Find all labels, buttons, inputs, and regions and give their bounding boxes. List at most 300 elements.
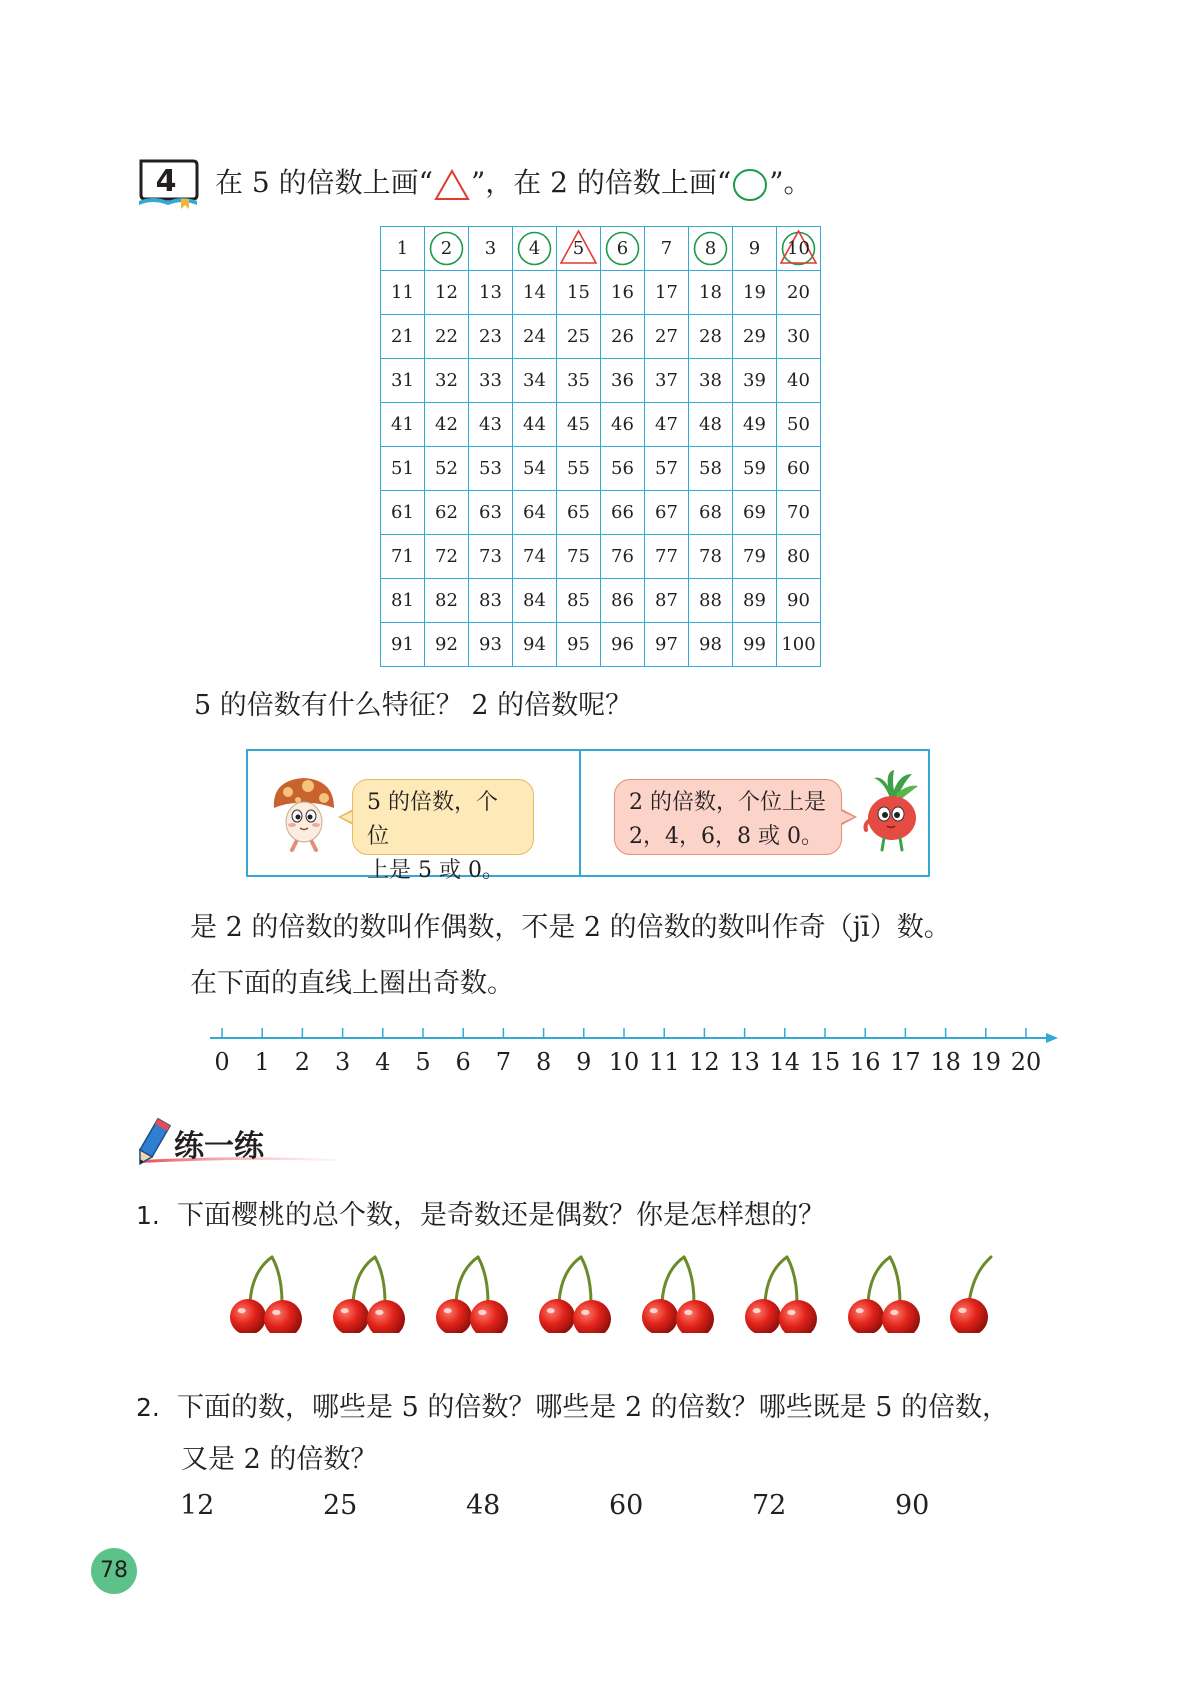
grid-cell [601,315,645,359]
grid-number: 13 [479,282,502,303]
cherry-fruit [676,1300,714,1333]
practice-question-2 [136,1385,1009,1424]
cherry-highlight [272,1310,280,1315]
instruction-part1: 在 5 的倍数上画“ [215,166,433,199]
grid-row [381,491,821,535]
grid-cell [469,227,513,271]
radish-character-icon [856,768,926,856]
cherry-highlight [856,1308,864,1313]
grid-number: 97 [655,634,678,655]
grid-row [381,403,821,447]
grid-number: 72 [435,546,458,567]
grid-cell [645,535,689,579]
cherries-illustration [228,1253,1028,1333]
cherry-highlight [753,1308,761,1313]
cherry-stem [581,1257,591,1303]
grid-number: 88 [699,590,722,611]
cherry-highlight [341,1308,349,1313]
grid-cell [381,271,425,315]
bubble-right-line1: 2 的倍数，个位上是 [629,790,826,815]
grid-cell [469,447,513,491]
grid-number: 15 [567,282,590,303]
grid-number: 33 [479,370,502,391]
cherry-highlight [478,1310,486,1315]
grid-number: 27 [655,326,678,347]
cherry-fruit [642,1299,678,1333]
number-line-label: 15 [809,1048,841,1076]
cherry-stem [868,1257,890,1303]
grid-cell [425,315,469,359]
grid-row [381,535,821,579]
grid-number: 85 [567,590,590,611]
grid-number: 57 [655,458,678,479]
number-item: 60 [609,1490,644,1521]
number-line-label: 1 [254,1048,270,1076]
cherry-stem [890,1257,900,1303]
grid-cell [689,579,733,623]
grid-cell [425,271,469,315]
grid-cell [689,447,733,491]
cherry-stem [353,1257,375,1303]
grid-number: 17 [655,282,678,303]
example-number-badge [137,157,199,209]
practice-question-1 [136,1193,825,1232]
grid-row [381,359,821,403]
cherry-highlight [375,1310,383,1315]
example-number: 4 [155,164,177,199]
grid-cell [645,491,689,535]
cherry-fruit [333,1299,369,1333]
grid-cell [689,227,733,271]
grid-cell [381,447,425,491]
grid-cell [557,227,601,271]
grid-cell [733,447,777,491]
grid-cell [733,315,777,359]
number-item: 90 [895,1490,930,1521]
grid-number: 49 [743,414,766,435]
grid-number: 71 [391,546,414,567]
grid-number: 95 [567,634,590,655]
grid-cell [469,579,513,623]
grid-cell [425,535,469,579]
grid-cell [513,315,557,359]
grid-number: 63 [479,502,502,523]
grid-cell [557,447,601,491]
grid-number: 56 [611,458,634,479]
grid-number: 100 [781,634,816,655]
grid-number: 21 [391,326,414,347]
grid-cell [689,535,733,579]
cherry-fruit [779,1300,817,1333]
grid-cell [513,535,557,579]
cherry-stem [662,1257,684,1303]
grid-number: 29 [743,326,766,347]
grid-cell [733,271,777,315]
grid-number: 5 [572,238,585,259]
cherry-fruit [848,1299,884,1333]
grid-cell [601,491,645,535]
instruction-part2: ”，在 2 的倍数上画“ [470,166,732,199]
pencil-icon [133,1117,171,1169]
bubble-tail-right-fill [841,811,854,823]
grid-number: 86 [611,590,634,611]
grid-number: 52 [435,458,458,479]
grid-cell [777,315,821,359]
grid-number: 11 [391,282,414,303]
grid-number: 41 [391,414,414,435]
bubble-left-line1: 5 的倍数，个位 [367,790,498,849]
grid-cell [381,315,425,359]
grid-number: 82 [435,590,458,611]
grid-number: 65 [567,502,590,523]
triangle-icon [433,168,471,202]
grid-number: 87 [655,590,678,611]
grid-number: 16 [611,282,634,303]
hundred-chart [380,226,821,667]
grid-cell [645,271,689,315]
grid-number: 35 [567,370,590,391]
grid-cell [557,403,601,447]
grid-number: 91 [391,634,414,655]
grid-cell [777,447,821,491]
number-line-label: 11 [648,1048,680,1076]
grid-number: 18 [699,282,722,303]
grid-cell [469,271,513,315]
grid-cell [469,403,513,447]
cherry-stem [684,1257,694,1303]
grid-number: 69 [743,502,766,523]
grid-cell [381,227,425,271]
number-line-label: 7 [495,1048,512,1076]
grid-cell [601,623,645,667]
grid-number: 24 [523,326,546,347]
instruction-part3: ”。 [769,166,812,199]
grid-cell [733,623,777,667]
number-line-label: 8 [535,1048,552,1076]
grid-number: 46 [611,414,634,435]
grid-number: 48 [699,414,722,435]
grid-cell [557,315,601,359]
grid-cell [381,491,425,535]
cherry-highlight [650,1308,658,1313]
grid-number: 38 [699,370,722,391]
grid-cell [777,359,821,403]
grid-cell [689,491,733,535]
cherry-stem [375,1257,385,1303]
grid-cell [601,403,645,447]
grid-cell [425,227,469,271]
grid-number: 50 [787,414,810,435]
grid-number: 9 [748,238,761,259]
cherry-highlight [581,1310,589,1315]
grid-number: 54 [523,458,546,479]
grid-cell [601,447,645,491]
grid-cell [557,623,601,667]
question-text: 5 的倍数有什么特征？ 2 的倍数呢？ [194,690,633,721]
grid-cell [601,227,645,271]
question-2-line1: 下面的数，哪些是 5 的倍数？哪些是 2 的倍数？哪些既是 5 的倍数， [177,1392,1010,1423]
grid-number: 78 [699,546,722,567]
number-line-label: 5 [415,1048,431,1076]
cherry-highlight [547,1308,555,1313]
question-2-line2: 又是 2 的倍数？ [181,1444,378,1475]
grid-cell [733,227,777,271]
grid-cell [689,359,733,403]
grid-cell [469,359,513,403]
grid-number: 68 [699,502,722,523]
number-line-label: 10 [608,1048,640,1076]
mushroom-character-icon [268,772,340,852]
cherry-fruit [264,1300,302,1333]
grid-number: 42 [435,414,458,435]
grid-number: 45 [567,414,590,435]
grid-cell [425,579,469,623]
grid-cell [425,623,469,667]
grid-cell [513,271,557,315]
grid-number: 93 [479,634,502,655]
grid-cell [381,535,425,579]
grid-cell [645,315,689,359]
number-item: 72 [752,1490,787,1521]
cherry-fruit [882,1300,920,1333]
grid-cell [513,227,557,271]
grid-cell [777,227,821,271]
grid-number: 59 [743,458,766,479]
grid-number: 66 [611,502,634,523]
grid-number: 67 [655,502,678,523]
grid-number: 96 [611,634,634,655]
grid-number: 92 [435,634,458,655]
grid-number: 39 [743,370,766,391]
grid-number: 61 [391,502,414,523]
grid-number: 10 [787,238,810,259]
grid-row [381,579,821,623]
grid-cell [557,579,601,623]
grid-number: 26 [611,326,634,347]
grid-number: 77 [655,546,678,567]
number-item: 25 [323,1490,358,1521]
grid-number: 19 [743,282,766,303]
grid-cell [689,315,733,359]
grid-cell [557,359,601,403]
grid-number: 53 [479,458,502,479]
grid-number: 25 [567,326,590,347]
grid-number: 30 [787,326,810,347]
grid-number: 81 [391,590,414,611]
speech-bubble-right [614,779,842,855]
grid-cell [469,315,513,359]
bubble-right-line2: 2，4，6，8 或 0。 [629,824,823,849]
grid-number: 60 [787,458,810,479]
grid-number: 76 [611,546,634,567]
grid-number: 64 [523,502,546,523]
grid-number: 44 [523,414,546,435]
number-line-label: 17 [890,1048,921,1076]
number-line-label: 2 [294,1048,311,1076]
speech-divider [579,749,581,877]
grid-cell [777,623,821,667]
grid-number: 84 [523,590,546,611]
number-line-label: 19 [970,1048,1002,1076]
grid-number: 34 [523,370,546,391]
cherry-fruit [573,1300,611,1333]
grid-cell [689,623,733,667]
grid-cell [777,579,821,623]
grid-cell [645,227,689,271]
grid-row [381,623,821,667]
number-line-label: 14 [769,1048,801,1076]
cherry-fruit [470,1300,508,1333]
grid-number: 51 [391,458,414,479]
grid-number: 90 [787,590,810,611]
grid-number: 75 [567,546,590,567]
cherry-stem [478,1257,488,1303]
grid-number: 28 [699,326,722,347]
cherry-stem [559,1257,581,1303]
grid-row [381,227,821,271]
number-item: 12 [180,1490,215,1521]
grid-cell [601,535,645,579]
example-instruction [215,163,812,203]
grid-cell [777,535,821,579]
cherry-highlight [444,1308,452,1313]
grid-cell [645,623,689,667]
grid-cell [469,535,513,579]
number-line-label: 16 [849,1048,881,1076]
cherry-stem [765,1257,787,1303]
grid-row [381,271,821,315]
grid-cell [645,359,689,403]
practice-title: 练一练 [174,1129,264,1164]
grid-cell [601,271,645,315]
number-line-label: 18 [930,1048,961,1076]
cherry-stem [969,1257,991,1303]
number-line-label: 3 [334,1048,351,1076]
grid-cell [645,403,689,447]
grid-cell [557,491,601,535]
grid-cell [645,579,689,623]
question-2-number: 2. [136,1393,160,1422]
grid-number: 3 [484,238,497,259]
cherry-stem [787,1257,797,1303]
number-line-label: 0 [214,1048,230,1076]
grid-number: 12 [435,282,458,303]
cherry-highlight [684,1310,692,1315]
grid-cell [777,271,821,315]
grid-number: 31 [391,370,414,391]
grid-cell [425,359,469,403]
grid-number: 55 [567,458,590,479]
cherry-highlight [958,1308,966,1313]
grid-number: 7 [660,238,673,259]
grid-number: 83 [479,590,502,611]
grid-cell [777,491,821,535]
grid-number: 79 [743,546,766,567]
grid-number: 43 [479,414,502,435]
grid-cell [513,623,557,667]
number-item: 48 [466,1490,501,1521]
page-number: 78 [91,1548,137,1594]
grid-number: 6 [616,238,629,259]
circle-icon [731,168,769,202]
number-line-arrow [1046,1033,1058,1043]
cherry-fruit [230,1299,266,1333]
cherry-highlight [787,1310,795,1315]
grid-number: 74 [523,546,546,567]
question-1-number: 1. [136,1201,160,1230]
number-line-label: 4 [375,1048,391,1076]
grid-cell [601,579,645,623]
grid-cell [381,579,425,623]
grid-cell [733,403,777,447]
grid-cell [425,403,469,447]
grid-number: 32 [435,370,458,391]
number-line-label: 12 [689,1048,720,1076]
grid-cell [381,403,425,447]
grid-number: 58 [699,458,722,479]
grid-cell [777,403,821,447]
cherry-fruit [367,1300,405,1333]
grid-number: 37 [655,370,678,391]
grid-number: 22 [435,326,458,347]
grid-number: 14 [523,282,546,303]
definition-text: 是 2 的倍数的数叫作偶数，不是 2 的倍数的数叫作奇（jī）数。 [190,912,951,943]
grid-number: 99 [743,634,766,655]
cherry-highlight [890,1310,898,1315]
grid-cell [557,535,601,579]
task-text: 在下面的直线上圈出奇数。 [190,968,514,999]
grid-cell [645,447,689,491]
grid-cell [513,491,557,535]
grid-number: 47 [655,414,678,435]
grid-number: 2 [440,238,453,259]
cherry-fruit [950,1298,988,1333]
cherry-stem [272,1257,282,1303]
number-line-label: 20 [1010,1048,1042,1076]
grid-number: 73 [479,546,502,567]
grid-cell [469,491,513,535]
speech-bubble-left [352,779,534,883]
grid-cell [733,359,777,403]
grid-row [381,447,821,491]
bubble-left-line2: 上是 5 或 0。 [367,858,504,883]
grid-cell [689,403,733,447]
grid-number: 89 [743,590,766,611]
grid-cell [425,491,469,535]
grid-cell [557,271,601,315]
grid-number: 80 [787,546,810,567]
grid-cell [733,491,777,535]
grid-number: 23 [479,326,502,347]
grid-cell [469,623,513,667]
number-line-label: 6 [455,1048,471,1076]
cherry-fruit [436,1299,472,1333]
grid-number: 70 [787,502,810,523]
cherry-highlight [238,1308,246,1313]
grid-cell [381,623,425,667]
grid-cell [513,403,557,447]
question-1-text: 下面樱桃的总个数，是奇数还是偶数？你是怎样想的？ [177,1200,826,1231]
grid-cell [513,359,557,403]
number-line-label: 9 [576,1048,592,1076]
grid-number: 8 [704,238,717,259]
cherry-stem [250,1257,272,1303]
grid-number: 20 [787,282,810,303]
grid-number: 98 [699,634,722,655]
cherry-fruit [539,1299,575,1333]
grid-row [381,315,821,359]
number-line-label: 13 [729,1048,760,1076]
